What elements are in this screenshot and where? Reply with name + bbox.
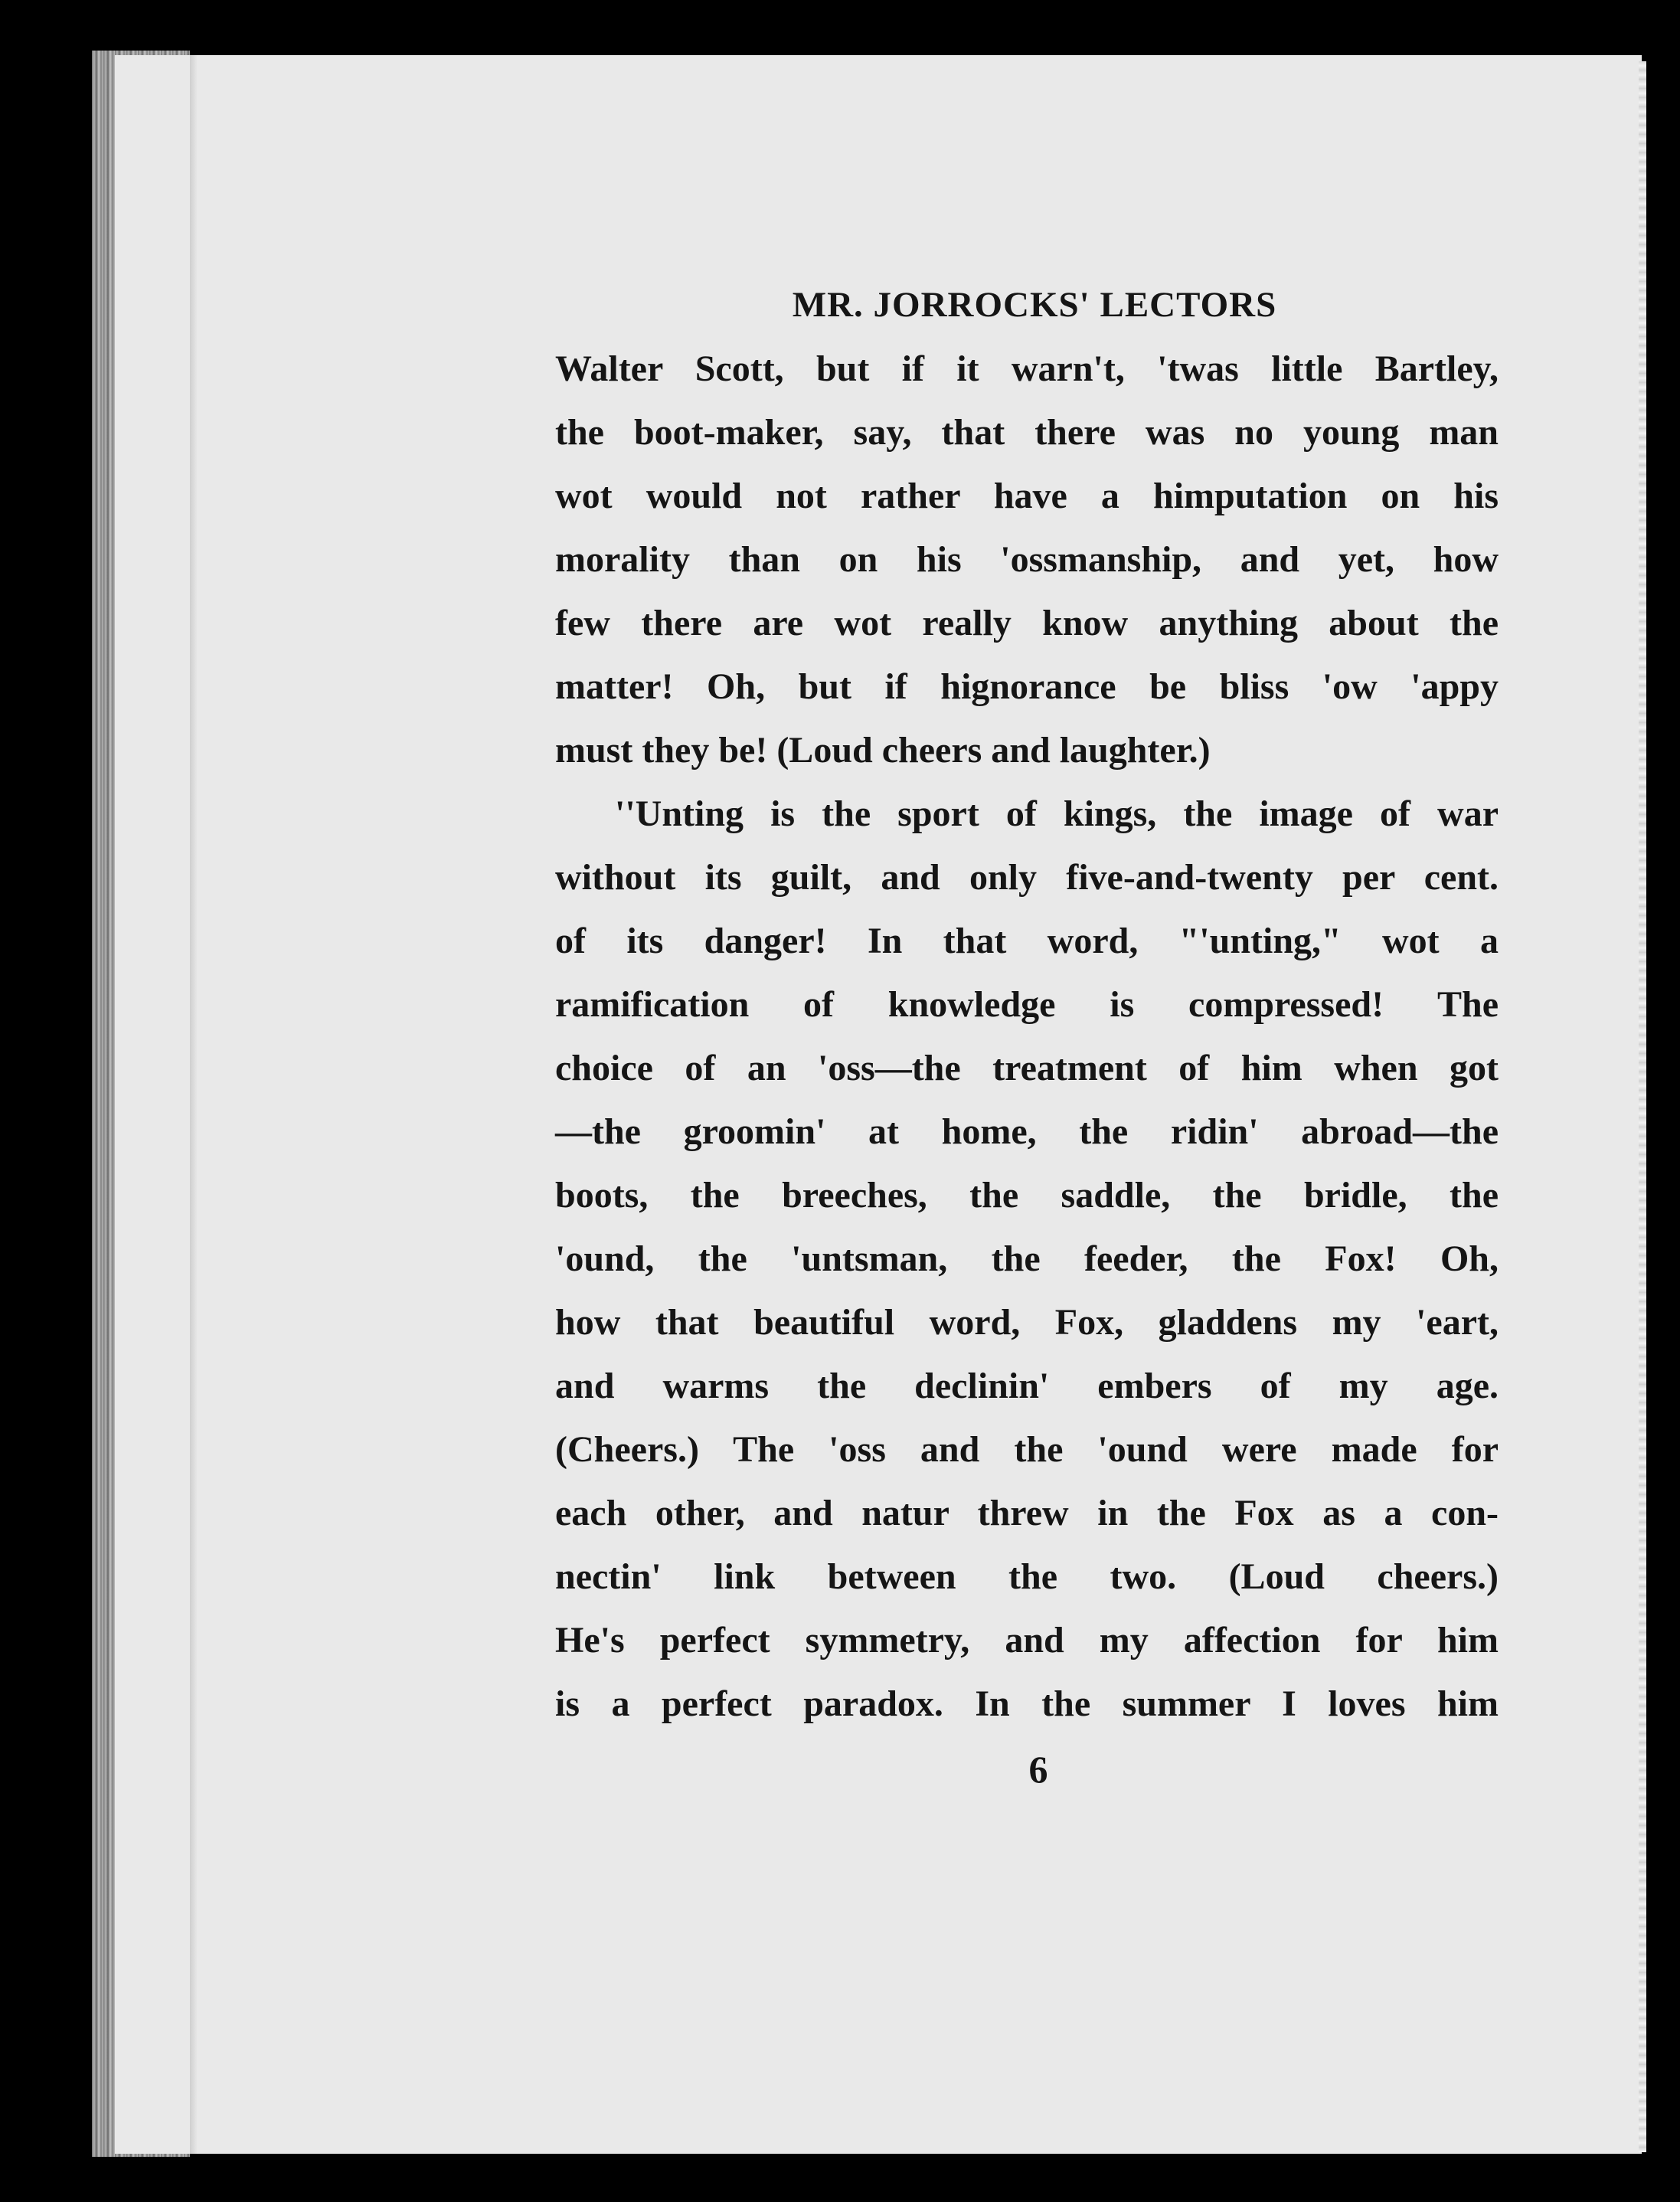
text-line: each other, and natur threw in the Fox as a con- [555, 1493, 1499, 1533]
page-right-edge [1639, 61, 1646, 2152]
page-inner-shadow [190, 55, 198, 2154]
text-line: boots, the breeches, the saddle, the bridle, the [555, 1175, 1499, 1216]
text-line: (Cheers.) The 'oss and the 'ound were made for [555, 1429, 1499, 1470]
text-line: the boot-maker, say, that there was no young man [555, 412, 1499, 453]
text-line: He's perfect symmetry, and my affection for him [555, 1620, 1499, 1660]
text-line: how that beautiful word, Fox, gladdens my 'eart, [555, 1302, 1499, 1343]
text-line: must they be! (Loud cheers and laughter.) [555, 730, 1211, 771]
text-line: few there are wot really know anything about the [555, 603, 1499, 643]
page-number: 6 [1028, 1748, 1048, 1791]
text-line: ''Unting is the sport of kings, the image of war [615, 793, 1499, 834]
text-line: choice of an 'oss—the treatment of him when got [555, 1048, 1499, 1088]
text-line: Walter Scott, but if it warn't, 'twas little Bartley, [555, 348, 1499, 389]
text-line: is a perfect paradox. In the summer I loves him [555, 1683, 1499, 1724]
running-head: MR. JORROCKS' LECTORS [792, 285, 1277, 325]
text-line: and warms the declinin' embers of my age. [555, 1366, 1499, 1406]
text-line: ramification of knowledge is compressed! The [555, 984, 1499, 1025]
text-line: matter! Oh, but if hignorance be bliss 'ow 'appy [555, 666, 1499, 707]
text-block [555, 273, 1499, 1801]
body-text [555, 337, 1499, 1736]
text-line: of its danger! In that word, "'unting," wot a [555, 921, 1499, 961]
text-line: nectin' link between the two. (Loud cheers.) [555, 1556, 1499, 1597]
text-line: morality than on his 'ossmanship, and yet, how [555, 539, 1499, 580]
text-line: 'ound, the 'untsman, the feeder, the Fox! Oh, [555, 1238, 1499, 1279]
text-line: wot would not rather have a himputation on his [555, 476, 1499, 516]
text-line: without its guilt, and only five-and-twenty per cent. [555, 857, 1499, 898]
text-line: —the groomin' at home, the ridin' abroad—the [555, 1111, 1499, 1152]
